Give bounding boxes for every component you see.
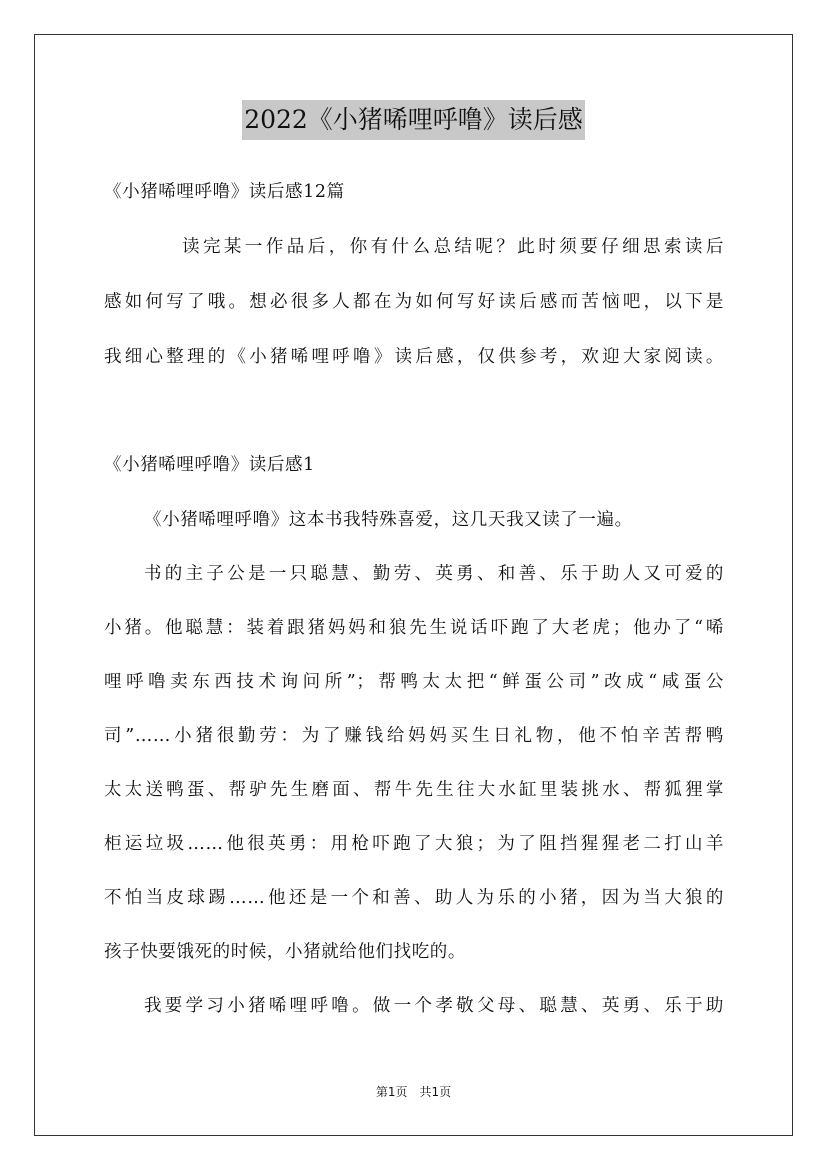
section1-p3-line-1: 我要学习小猪唏哩呼噜。做一个孝敬父母、聪慧、英勇、乐于助 [144, 996, 724, 1016]
section1-p2-line-5: 太太送鸭蛋、帮驴先生磨面、帮牛先生往大水缸里装挑水、帮狐狸掌 [104, 780, 724, 800]
section1-p2-line-6: 柜运垃圾……他很英勇：用枪吓跑了大狼；为了阻挡猩猩老二打山羊 [104, 834, 724, 854]
intro-line-1: 读完某一作品后，你有什么总结呢？此时须要仔细思索读后 [182, 237, 724, 257]
intro-line-3: 我细心整理的《小猪唏哩呼噜》读后感，仅供参考，欢迎大家阅读。 [104, 347, 724, 367]
section1-paragraph-1: 《小猪唏哩呼噜》这本书我特殊喜爱，这几天我又读了一遍。 [144, 510, 633, 530]
document-title: 2022《小猪唏哩呼噜》读后感 [242, 100, 585, 140]
section1-p2-line-7: 不怕当皮球踢……他还是一个和善、助人为乐的小猪，因为当大狼的 [104, 888, 724, 908]
section1-p2-line-2: 小猪。他聪慧：装着跟猪妈妈和狼先生说话吓跑了大老虎；他办了“唏 [104, 618, 724, 638]
subtitle: 《小猪唏哩呼噜》读后感12篇 [104, 182, 345, 202]
section1-p2-line-3: 哩呼噜卖东西技术询问所”；帮鸭太太把“鲜蛋公司”改成“咸蛋公 [104, 672, 724, 692]
section1-p2-line-1: 书的主子公是一只聪慧、勤劳、英勇、和善、乐于助人又可爱的 [144, 564, 724, 584]
section1-p2-line-4: 司”……小猪很勤劳：为了赚钱给妈妈买生日礼物，他不怕辛苦帮鸭 [104, 726, 724, 746]
intro-line-2: 感如何写了哦。想必很多人都在为如何写好读后感而苦恼吧，以下是 [104, 292, 724, 312]
section-heading-1: 《小猪唏哩呼噜》读后感1 [104, 455, 315, 475]
page-footer: 第1页 共1页 [375, 1085, 452, 1099]
section1-p2-line-8: 孩子快要饿死的时候，小猪就给他们找吃的。 [104, 942, 466, 962]
title-wrap [0, 100, 827, 140]
